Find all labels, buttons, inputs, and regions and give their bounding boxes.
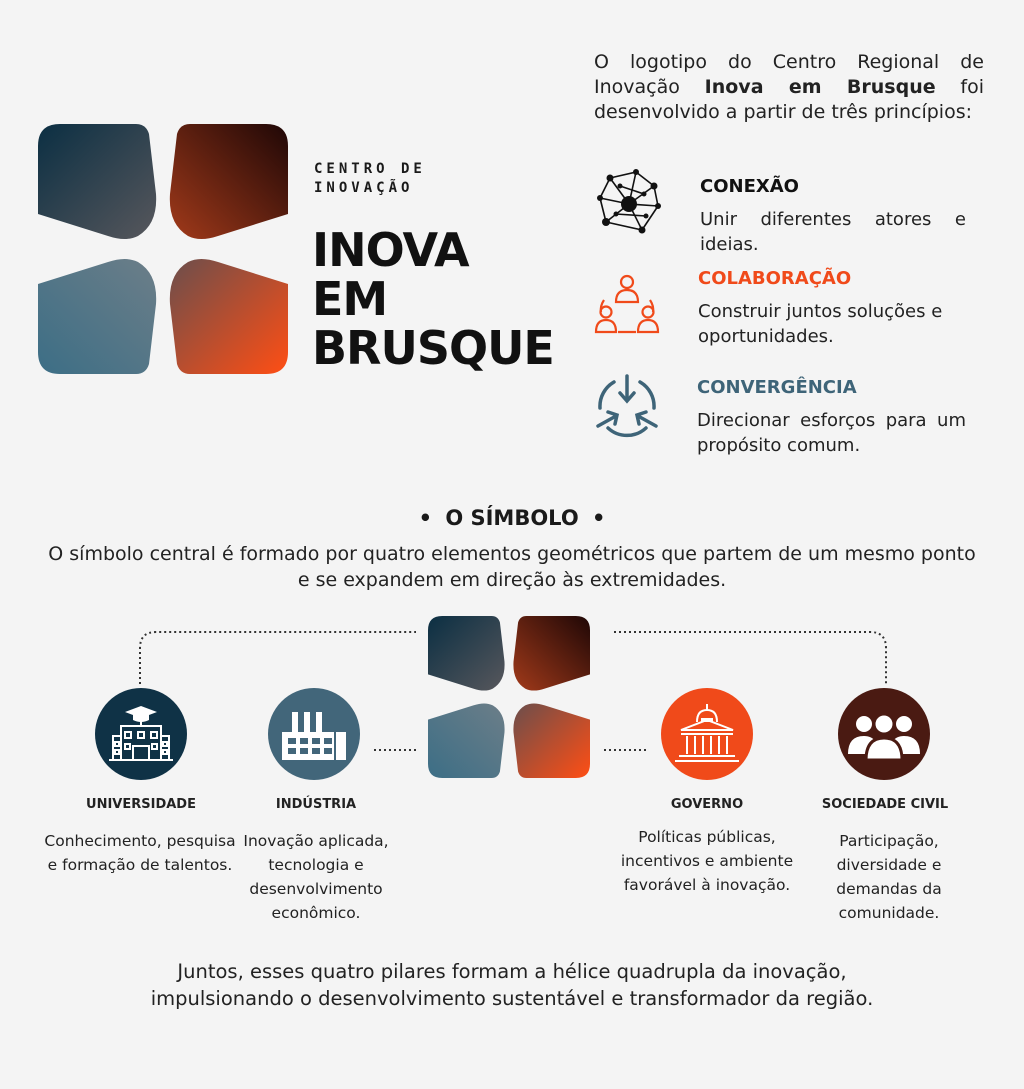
network-icon: [596, 168, 662, 234]
pillar-circle-universidade: [95, 688, 187, 780]
bullet-dot-right: •: [591, 506, 606, 530]
intro-text-before: O logotipo do Centro Regional de Inovação: [594, 51, 984, 98]
intro-highlight: Inova em Brusque: [704, 76, 936, 98]
government-building-icon: [661, 688, 753, 780]
pillar-title-universidade: UNIVERSIDADE: [86, 797, 196, 812]
university-icon: [95, 688, 187, 780]
principle-title-colaboracao: COLABORAÇÃO: [698, 268, 852, 289]
principle-text-colaboracao: Construir juntos soluções e oportunidades.: [698, 301, 943, 347]
factory-icon: [268, 688, 360, 780]
converge-arrows-icon: [594, 374, 660, 440]
brand-title-line3: BRUSQUE: [312, 321, 554, 375]
principle-text-conexao: Unir diferentes atores e ideias.: [700, 209, 966, 255]
symbol-heading: [0, 506, 1024, 530]
logo-petal-top-right: [170, 124, 288, 239]
pillar-title-industria: INDÚSTRIA: [275, 797, 357, 812]
pillar-circle-sociedade: [838, 688, 930, 780]
pillar-title-sociedade: SOCIEDADE CIVIL: [821, 797, 949, 812]
principle-title-conexao: CONEXÃO: [700, 176, 799, 197]
pillar-text-universidade: Conhecimento, pesquisa e formação de talentos.: [44, 832, 236, 874]
footer-paragraph: Juntos, esses quatro pilares formam a hélice quadrupla da inovação, impulsionando o desenvolvimento sustentável e transformador da região.: [150, 960, 874, 1010]
logo-petal-top-left: [38, 124, 156, 239]
logo-petal-bottom-right: [170, 259, 288, 374]
brand-title-line1: INOVA: [312, 223, 469, 277]
pillar-text-governo: Políticas públicas, incentivos e ambiente favorável à inovação.: [620, 828, 794, 894]
intro-text-after: foi desenvolvido a partir de três princípios:: [594, 76, 984, 123]
connector-lines: [130, 624, 900, 764]
brand-subtitle-line1: CENTRO DE: [314, 161, 426, 177]
symbol-heading-text: O SÍMBOLO: [445, 506, 579, 530]
pillar-circle-industria: [268, 688, 360, 780]
logo-mark: [38, 124, 288, 374]
bullet-dot-left: •: [418, 506, 433, 530]
brand-subtitle: [314, 160, 426, 198]
team-cycle-icon: [594, 272, 660, 338]
principle-title-convergencia: CONVERGÊNCIA: [697, 377, 857, 398]
pillar-text-industria: Inovação aplicada, tecnologia e desenvolvimento econômico.: [243, 832, 389, 922]
people-group-icon: [838, 688, 930, 780]
logo-petal-bottom-left: [38, 259, 156, 374]
brand-subtitle-line2: INOVAÇÃO: [314, 180, 414, 196]
brand-title-line2: EM: [312, 272, 388, 326]
pillar-title-governo: GOVERNO: [670, 797, 744, 812]
intro-paragraph: [594, 50, 984, 125]
pillar-text-sociedade: Participação, diversidade e demandas da comunidade.: [836, 832, 942, 922]
symbol-description: O símbolo central é formado por quatro elementos geométricos que partem de um mesmo ponto e se expandem em direção às extremidades.: [48, 543, 976, 591]
brand-title: [312, 223, 554, 375]
pillar-circle-governo: [661, 688, 753, 780]
principle-text-convergencia: Direcionar esforços para um propósito comum.: [697, 410, 966, 456]
